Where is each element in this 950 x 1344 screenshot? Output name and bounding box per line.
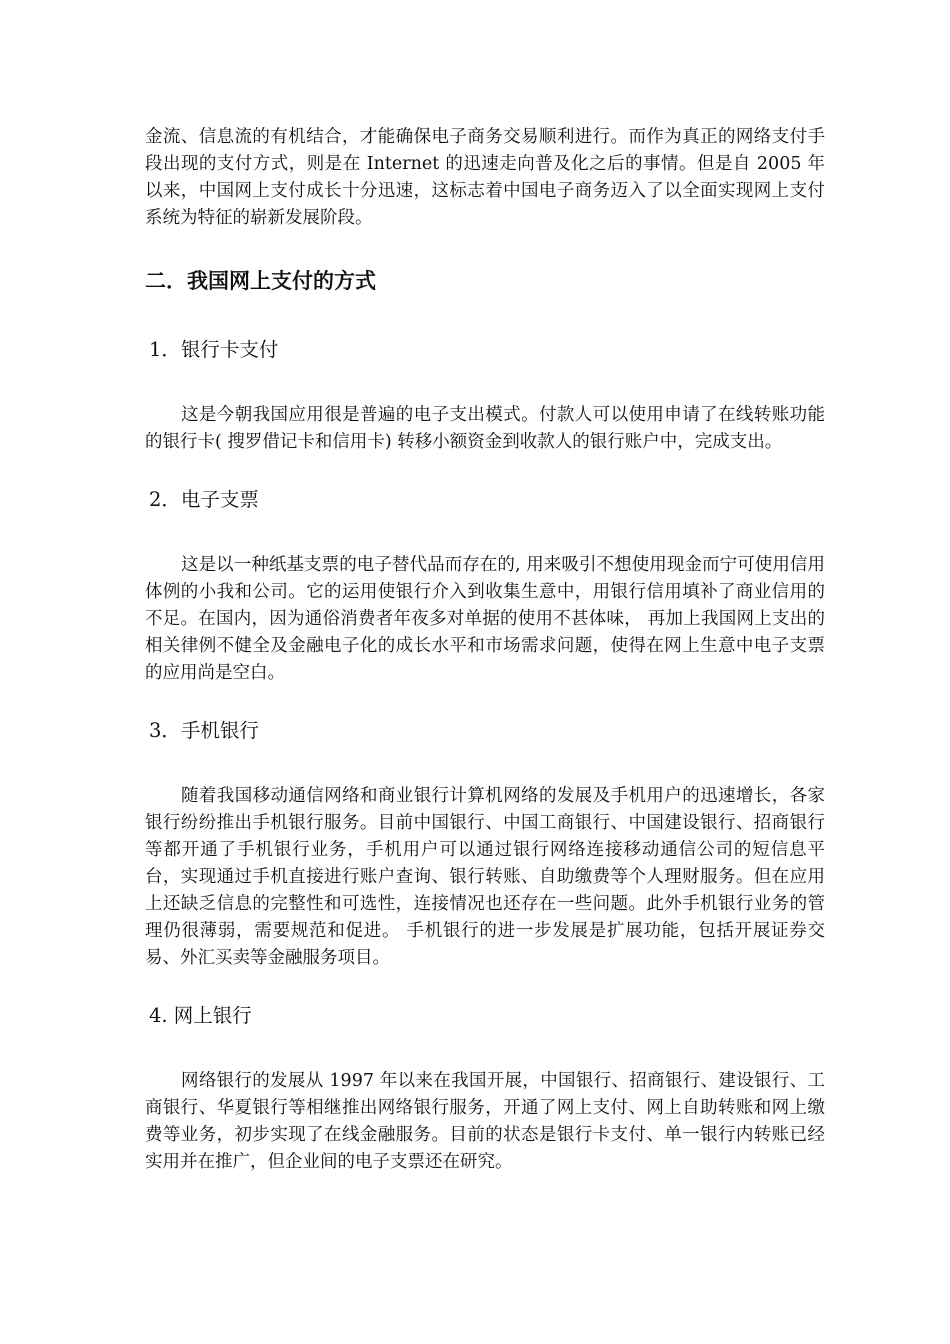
subsection-heading-online-banking: 4. 网上银行 — [149, 1004, 252, 1027]
intro-paragraph: 金流、信息流的有机结合，才能确保电子商务交易顺利进行。而作为真正的网络支付手段出现的支付方式，则是在 Internet 的迅速走向普及化之后的事情。但是自 2005 年以来，中国网上支付成长十分迅速，这标志着中国电子商务迈入了以全面实现网上支付系统为特征的崭新发展阶段。 — [145, 127, 825, 228]
paragraph-mobile-banking: 随着我国移动通信网络和商业银行计算机网络的发展及手机用户的迅速增长，各家银行纷纷推出手机银行服务。目前中国银行、中国工商银行、中国建设银行、招商银行等都开通了手机银行业务，手机用户可以通过银行网络连接移动通信公司的短信息平台，实现通过手机直接进行账户查询、银行转账、自助缴费等个人理财服务。但在应用上还缺乏信息的完整性和可选性，连接情况也还存在一些问题。此外手机银行业务的管理仍很薄弱，需要规范和促进。 手机银行的进一步发展是扩展功能，包括开展证券交易、外汇买卖等金融服务项目。 — [145, 786, 825, 968]
subsection-heading-mobile-banking: 3．手机银行 — [149, 719, 259, 742]
section-heading: 二．我国网上支付的方式 — [145, 269, 376, 293]
subsection-heading-e-check: 2．电子支票 — [149, 488, 259, 511]
page-content — [145, 124, 825, 1176]
paragraph-e-check: 这是以一种纸基支票的电子替代品而存在的, 用来吸引不想使用现金而宁可使用信用体例的小我和公司。它的运用使银行介入到收集生意中，用银行信用填补了商业信用的不足。在国内，因为通俗消费者年夜多对单据的使用不甚体味， 再加上我国网上支出的相关律例不健全及金融电子化的成长水平和市场需求问题，使得在网上生意中电子支票的应用尚是空白。 — [145, 555, 825, 683]
paragraph-bank-card: 这是今朝我国应用很是普遍的电子支出模式。付款人可以使用申请了在线转账功能的银行卡( 搜罗借记卡和信用卡) 转移小额资金到收款人的银行账户中，完成支出。 — [145, 405, 825, 452]
subsection-heading-bank-card: 1．银行卡支付 — [149, 338, 279, 361]
paragraph-online-banking: 网络银行的发展从 1997 年以来在我国开展，中国银行、招商银行、建设银行、工商银行、华夏银行等相继推出网络银行服务，开通了网上支付、网上自助转账和网上缴费等业务，初步实现了在线金融服务。目前的状态是银行卡支付、单一银行内转账已经实用并在推广，但企业间的电子支票还在研究。 — [145, 1071, 825, 1172]
